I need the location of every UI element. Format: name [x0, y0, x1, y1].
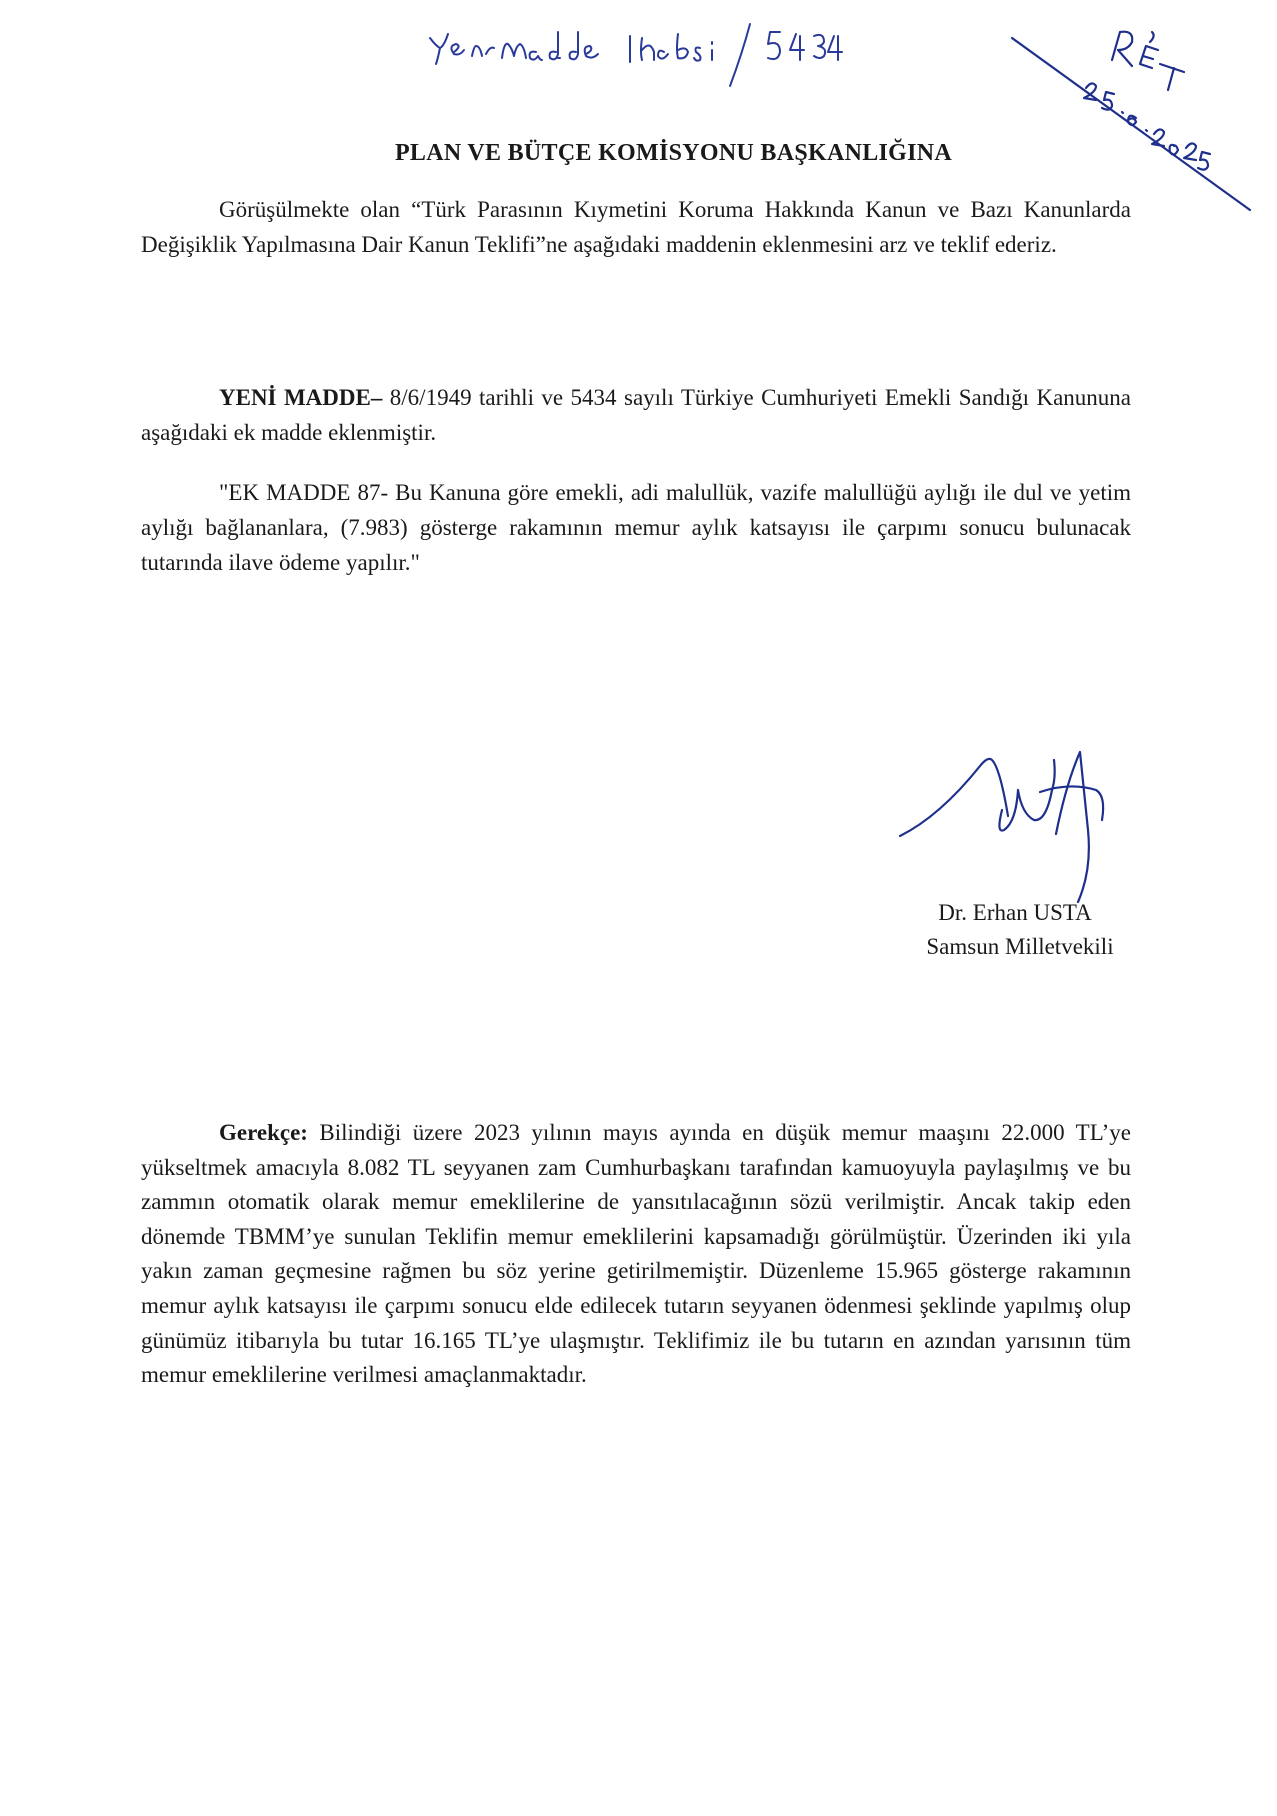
new-article-paragraph [141, 380, 1131, 450]
new-article-text: 8/6/1949 tarihli ve 5434 sayılı Türkiye Cumhuriyeti Emekli Sandığı Kanununa aşağıdaki ek madde eklenmiştir. [141, 385, 1131, 445]
rationale-label: Gerekçe: [219, 1120, 308, 1145]
ek-madde-paragraph: "EK MADDE 87- Bu Kanuna göre emekli, adi malullük, vazife malullüğü aylığı ile dul ve yetim aylığı bağlananlara, (7.983) gösterge rakamının memur aylık katsayısı ile çarpımı sonucu bulunacak tutarında ilave ödeme yapılır." [141, 480, 1131, 575]
rationale-paragraph [141, 1116, 1131, 1393]
new-article-label: YENİ MADDE– [219, 385, 383, 410]
page-title: PLAN VE BÜTÇE KOMİSYONU BAŞKANLIĞINA [394, 140, 953, 166]
rationale-text: Bilindiği üzere 2023 yılının mayıs ayında en düşük memur maaşını 22.000 TL’ye yükseltmek amacıyla 8.082 TL seyyanen zam Cumhurbaşkanı tarafından kamuoyuyla paylaşılmış ve bu zammın otomatik olarak memur emeklilerine de yansıtılacağının sözü verilmiştir. Ancak takip eden dönemde TBMM’ye sunulan Teklifin memur emeklilerini kapsamadığı görülmüştür. Üzerinden iki yıla yakın zaman geçmesine rağmen bu söz yerine getirilmemiştir. Düzenleme 15.965 gösterge rakamının memur aylık katsayısı ile çarpımı sonucu elde edilecek tutarın seyyanen ödenmesi şeklinde yapılmış olup günümüz itibarıyla bu tutar 16.165 TL’ye ulaşmıştır. Teklifimiz ile bu tutarın en azından yarısının tüm memur emeklilerine verilmesi amaçlanmaktadır. [141, 1120, 1131, 1388]
signer-title: Samsun Milletvekili [926, 934, 1114, 959]
intro-paragraph: Görüşülmekte olan “Türk Parasının Kıymetini Koruma Hakkında Kanun ve Bazı Kanunlarda Değişiklik Yapılmasına Dair Kanun Teklifi”ne aşağıdaki maddenin eklenmesini arz ve teklif ederiz. [141, 197, 1131, 257]
ret-annotation [1010, 20, 1260, 220]
signature [820, 720, 1180, 910]
signer-name: Dr. Erhan USTA [938, 900, 1092, 925]
handwritten-note [420, 18, 860, 88]
